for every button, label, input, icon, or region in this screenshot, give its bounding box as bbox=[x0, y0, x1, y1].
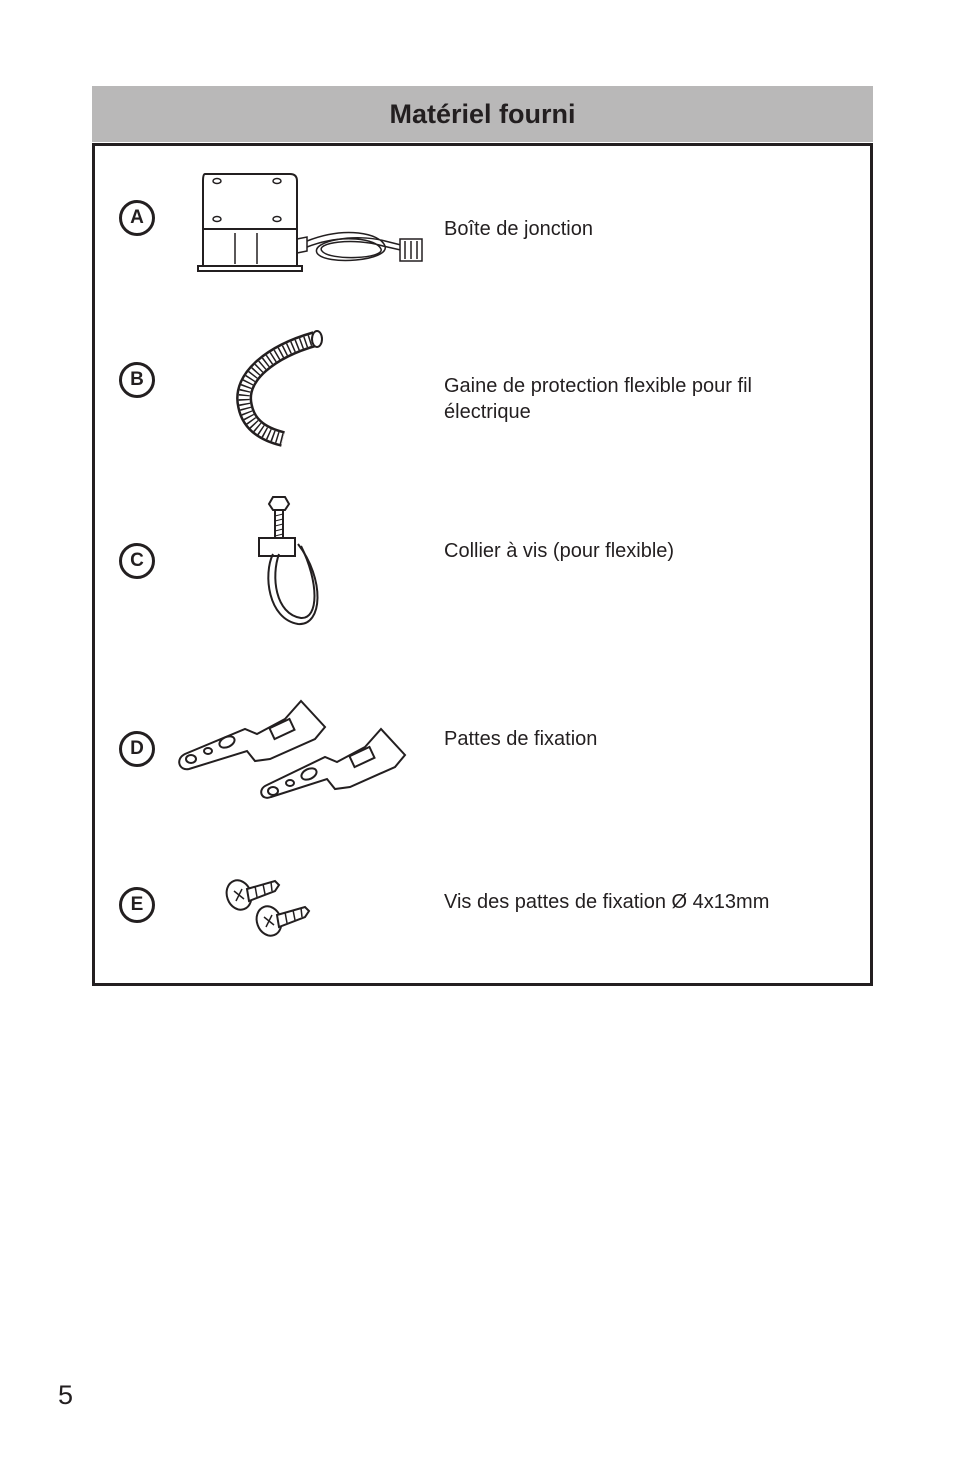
item-label-a: Boîte de jonction bbox=[444, 218, 593, 240]
item-letter-a: A bbox=[119, 200, 155, 236]
item-label-d: Pattes de fixation bbox=[444, 728, 598, 750]
item-label-b: Gaine de protection flexible pour fil électrique bbox=[444, 375, 752, 423]
flexible-conduit-icon bbox=[233, 331, 333, 446]
item-letter-e: E bbox=[119, 887, 155, 923]
mounting-bracket-icon bbox=[175, 699, 415, 809]
screw-clamp-icon bbox=[243, 494, 338, 629]
section-header bbox=[92, 86, 873, 142]
item-label-e: Vis des pattes de fixation Ø 4x13mm bbox=[444, 891, 770, 913]
item-label-c: Collier à vis (pour flexible) bbox=[444, 540, 675, 562]
item-letter-d: D bbox=[119, 731, 155, 767]
section-title: Matériel fourni bbox=[389, 98, 576, 129]
screw-icon bbox=[223, 869, 318, 941]
item-letter-c: C bbox=[119, 543, 155, 579]
page-number: 5 bbox=[58, 1380, 74, 1410]
junction-box-icon bbox=[195, 171, 430, 276]
supplied-parts-table bbox=[92, 143, 873, 986]
item-letter-b: B bbox=[119, 362, 155, 398]
